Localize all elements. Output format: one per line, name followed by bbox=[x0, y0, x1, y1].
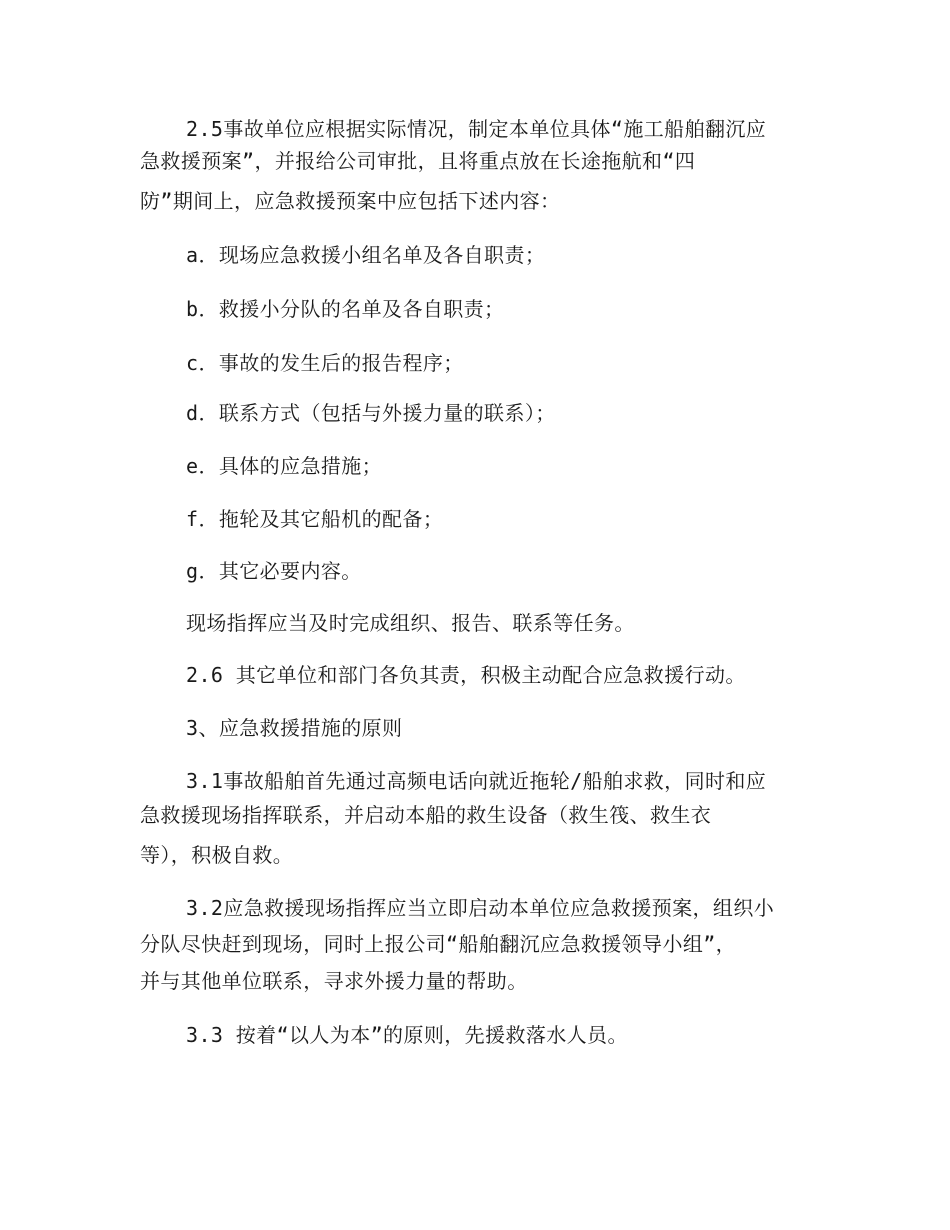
paragraph-2-5-line-3: 防”期间上，应急救援预案中应包括下述内容： bbox=[140, 189, 561, 213]
list-item-g: g．其它必要内容。 bbox=[186, 559, 362, 583]
list-item-f: f．拖轮及其它船机的配备； bbox=[186, 507, 444, 531]
paragraph-3-3: 3.3 按着“以人为本”的原则，先援救落水人员。 bbox=[186, 1023, 628, 1047]
list-item-d: d．联系方式（包括与外援力量的联系）； bbox=[186, 401, 556, 425]
paragraph-2-6: 2.6 其它单位和部门各负其责，积极主动配合应急救援行动。 bbox=[186, 663, 746, 687]
list-item-e: e．具体的应急措施； bbox=[186, 454, 383, 478]
paragraph-3-1-line-2: 急救援现场指挥联系，并启动本船的救生设备（救生筏、救生衣 bbox=[140, 803, 712, 827]
paragraph-field-command: 现场指挥应当及时完成组织、报告、联系等任务。 bbox=[186, 611, 635, 635]
paragraph-3-2-line-3: 并与其他单位联系，寻求外援力量的帮助。 bbox=[140, 969, 528, 993]
paragraph-3-1-line-1: 3.1事故船舶首先通过高频电话向就近拖轮/船舶求救，同时和应 bbox=[186, 769, 767, 793]
list-item-a: a．现场应急救援小组名单及各自职责； bbox=[186, 243, 546, 267]
list-item-b: b．救援小分队的名单及各自职责； bbox=[186, 297, 505, 321]
paragraph-3-2-line-1: 3.2应急救援现场指挥应当立即启动本单位应急救援预案，组织小 bbox=[186, 896, 775, 920]
paragraph-2-5-line-1: 2.5事故单位应根据实际情况，制定本单位具体“施工船舶翻沉应 bbox=[186, 117, 767, 141]
paragraph-2-5-line-2: 急救援预案”，并报给公司审批，且将重点放在长途拖航和“四 bbox=[140, 149, 696, 173]
list-item-c: c．事故的发生后的报告程序； bbox=[186, 351, 464, 375]
paragraph-3-2-line-2: 分队尽快赶到现场，同时上报公司“船舶翻沉应急救援领导小组”， bbox=[140, 932, 737, 956]
section-heading-3: 3、应急救援措施的原则 bbox=[186, 716, 403, 740]
paragraph-3-1-line-3: 等），积极自救。 bbox=[140, 843, 294, 867]
